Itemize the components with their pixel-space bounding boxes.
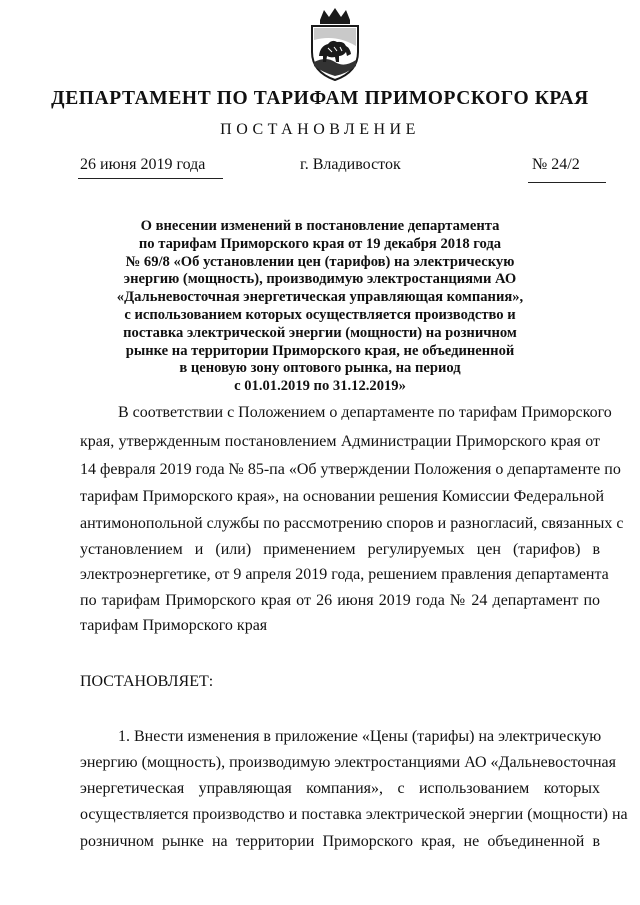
- preamble-line: тарифам Приморского края: [80, 617, 268, 634]
- document-type: ПОСТАНОВЛЕНИЕ: [220, 121, 420, 138]
- document-subject: [80, 218, 560, 396]
- item-line: осуществляется производство и поставка электрической энергии (мощности) на: [80, 806, 628, 823]
- item-line: розничном рынке на территории Приморского края, не объединенной в: [80, 833, 600, 850]
- document-number: № 24/2: [532, 156, 580, 173]
- preamble-line: установлением и (или) применением регулируемых цен (тарифов) в: [80, 541, 600, 558]
- subject-line: № 69/8 «Об установлении цен (тарифов) на электрическую: [125, 253, 515, 270]
- subject-line: рынке на территории Приморского края, не объединенной: [125, 342, 515, 359]
- subject-line: «Дальневосточная энергетическая управляющая компания»,: [116, 289, 524, 306]
- subject-line: энергию (мощность), производимую электростанциями АО: [123, 271, 517, 288]
- preamble-line: В соответствии с Положением о департаменте по тарифам Приморского: [118, 404, 612, 421]
- subject-line: с 01.01.2019 по 31.12.2019»: [234, 378, 406, 395]
- document-city: г. Владивосток: [300, 156, 401, 173]
- item-line: 1. Внести изменения в приложение «Цены (тарифы) на электрическую: [118, 728, 602, 745]
- preamble-line: края, утвержденным постановлением Администрации Приморского края от: [80, 433, 600, 450]
- coat-of-arms-icon: [306, 6, 364, 82]
- subject-line: с использованием которых осуществляется производство и: [124, 306, 516, 323]
- number-underline: [528, 182, 606, 183]
- resolves-heading: ПОСТАНОВЛЯЕТ:: [80, 673, 214, 690]
- preamble-line: по тарифам Приморского края от 26 июня 2019 года № 24 департамент по: [80, 592, 600, 609]
- subject-line: О внесении изменений в постановление департамента: [140, 218, 500, 234]
- date-underline: [78, 178, 223, 179]
- subject-line: по тарифам Приморского края от 19 декабря 2018 года: [138, 235, 502, 252]
- subject-line: в ценовую зону оптового рынка, на период: [179, 360, 461, 377]
- document-date: 26 июня 2019 года: [80, 156, 206, 173]
- item-line: энергетическая управляющая компания», с использованием которых: [80, 780, 600, 797]
- preamble-line: тарифам Приморского края», на основании решения Комиссии Федеральной: [80, 488, 605, 505]
- preamble-line: антимонопольной службы по рассмотрению споров и разногласий, связанных с: [80, 515, 624, 532]
- item-line: энергию (мощность), производимую электростанциями АО «Дальневосточная: [80, 754, 617, 771]
- department-title: ДЕПАРТАМЕНТ ПО ТАРИФАМ ПРИМОРСКОГО КРАЯ: [51, 88, 589, 109]
- preamble-line: 14 февраля 2019 года № 85-па «Об утверждении Положения о департаменте по: [80, 461, 621, 478]
- preamble-line: электроэнергетике, от 9 апреля 2019 года, решением правления департамента: [80, 566, 609, 583]
- subject-line: поставка электрической энергии (мощности) на розничном: [123, 324, 517, 341]
